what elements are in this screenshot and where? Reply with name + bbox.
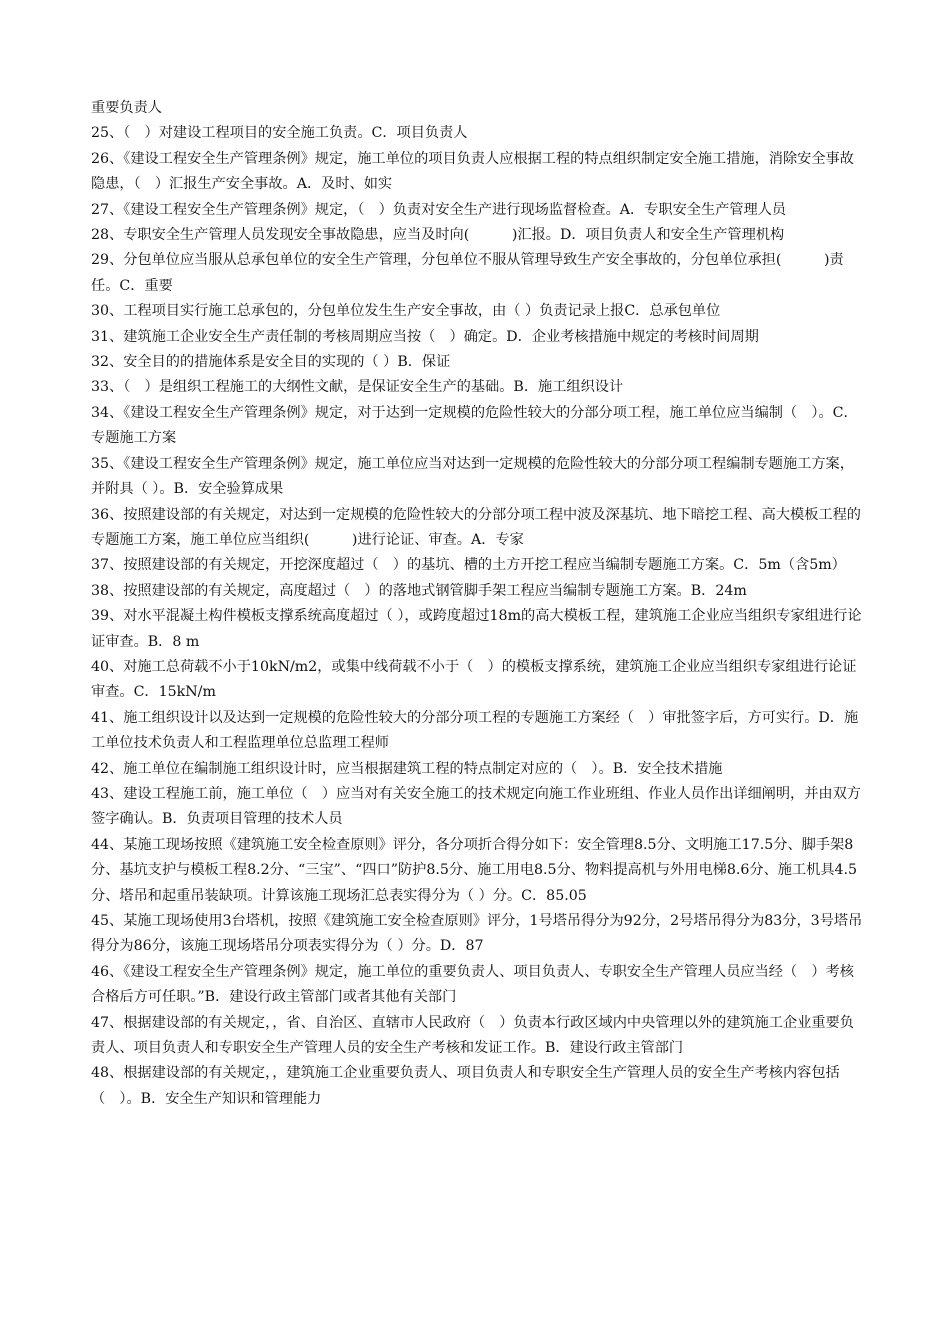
question-30: 30、工程项目实行施工总承包的，分包单位发生生产安全事故，由（ ）负责记录上报C．总承包单位 [91,303,721,320]
question-27: 27、《建设工程安全生产管理条例》规定，（ ）负责对安全生产进行现场监督检查。A．专职安全生产管理人员 [91,201,787,218]
question-41: 41、施工组织设计以及达到一定规模的危险性较大的分部分项工程的专题施工方案经（ ）审批签字后，方可实行。D．施工单位技术负责人和工程监理单位总监理工程师 [91,709,859,752]
question-39: 39、对水平混凝土构件模板支撑系统高度超过（ ），或跨度超过18m的高大模板工程，建筑施工企业应当组织专家组进行论证审查。B．8 m [91,608,862,650]
question-42: 42、施工单位在编制施工组织设计时，应当根据建筑工程的特点制定对应的（ ）。B．安全技术措施 [91,760,723,777]
question-26: 26、《建设工程安全生产管理条例》规定，施工单位的项目负责人应根据工程的特点组织制定安全施工措施，消除安全事故隐患，（ ）汇报生产安全事故。A．及时、如实 [91,150,854,193]
question-33: 33、（ ）是组织工程施工的大纲性文献，是保证安全生产的基础。B．施工组织设计 [91,379,624,396]
question-37: 37、按照建设部的有关规定，开挖深度超过（ ）的基坑、槽的土方开挖工程应当编制专题施工方案。C．5m（含5m） [91,557,846,574]
question-32: 32、安全目的的措施体系是安全目的实现的（ ）B．保证 [91,354,451,371]
question-44: 44、某施工现场按照《建筑施工安全检查原则》评分，各分项折合得分如下：安全管理8.5分、文明施工17.5分、脚手架8分、基坑支护与模板工程8.2分、“三宝”、“四口”防护8.5分、施工用电8.5分、物料提高机与外用电梯8.6分、施工机具4.5分、塔吊和起重吊装缺项。计算该施工现场汇总表实得分为（ ）分。C．85.05 [91,836,858,904]
question-48: 48、根据建设部的有关规定，，建筑施工企业重要负责人、项目负责人和专职安全生产管理人员的安全生产考核内容包括（ ）。B．安全生产知识和管理能力 [91,1065,840,1107]
question-25: 25、（ ）对建设工程项目的安全施工负责。C．项目负责人 [91,125,468,142]
question-45: 45、某施工现场使用3台塔机，按照《建筑施工安全检查原则》评分，1号塔吊得分为92分，2号塔吊得分为83分，3号塔吊得分为86分，该施工现场塔吊分项表实得分为（ ）分。D．87 [91,913,863,955]
question-46: 46、《建设工程安全生产管理条例》规定，施工单位的重要负责人、项目负责人、专职安全生产管理人员应当经（ ）考核合格后方可任职。”B．建设行政主管部门或者其他有关部门 [91,963,854,1006]
document-body [91,96,863,1112]
question-29: 29、分包单位应当服从总承包单位的安全生产管理，分包单位不服从管理导致生产安全事故的，分包单位承担( )责任。C．重要 [91,252,844,294]
question-34: 34、《建设工程安全生产管理条例》规定，对于达到一定规模的危险性较大的分部分项工程，施工单位应当编制（ ）。C．专题施工方案 [91,404,858,447]
paragraph-fragment: 重要负责人 [91,100,162,116]
question-43: 43、建设工程施工前，施工单位（ ）应当对有关安全施工的技术规定向施工作业班组、作业人员作出详细阐明，并由双方签字确认。B．负责项目管理的技术人员 [91,785,861,828]
question-28: 28、专职安全生产管理人员发现安全事故隐患，应当及时向( )汇报。D．项目负责人和安全生产管理机构 [91,227,785,244]
question-31: 31、建筑施工企业安全生产责任制的考核周期应当按（ ）确定。D．企业考核措施中规定的考核时间周期 [91,328,759,345]
question-35: 35、《建设工程安全生产管理条例》规定，施工单位应当对达到一定规模的危险性较大的分部分项工程编制专题施工方案，并附具（ ）。B．安全验算成果 [91,455,854,498]
question-36: 36、按照建设部的有关规定，对达到一定规模的危险性较大的分部分项工程中波及深基坑、地下暗挖工程、高大模板工程的专题施工方案，施工单位应当组织( )进行论证、审查。A．专家 [91,506,861,548]
question-40: 40、对施工总荷载不小于10kN/m2，或集中线荷载不小于（ ）的模板支撑系统，建筑施工企业应当组织专家组进行论证审查。C．15kN/m [91,658,857,701]
question-47: 47、根据建设部的有关规定，，省、自治区、直辖市人民政府（ ）负责本行政区域内中央管理以外的建筑施工企业重要负责人、项目负责人和专职安全生产管理人员的安全生产考核和发证工作。B．建设行政主管部门 [91,1014,854,1057]
question-38: 38、按照建设部的有关规定，高度超过（ ）的落地式钢管脚手架工程应当编制专题施工方案。B．24m [91,582,747,599]
